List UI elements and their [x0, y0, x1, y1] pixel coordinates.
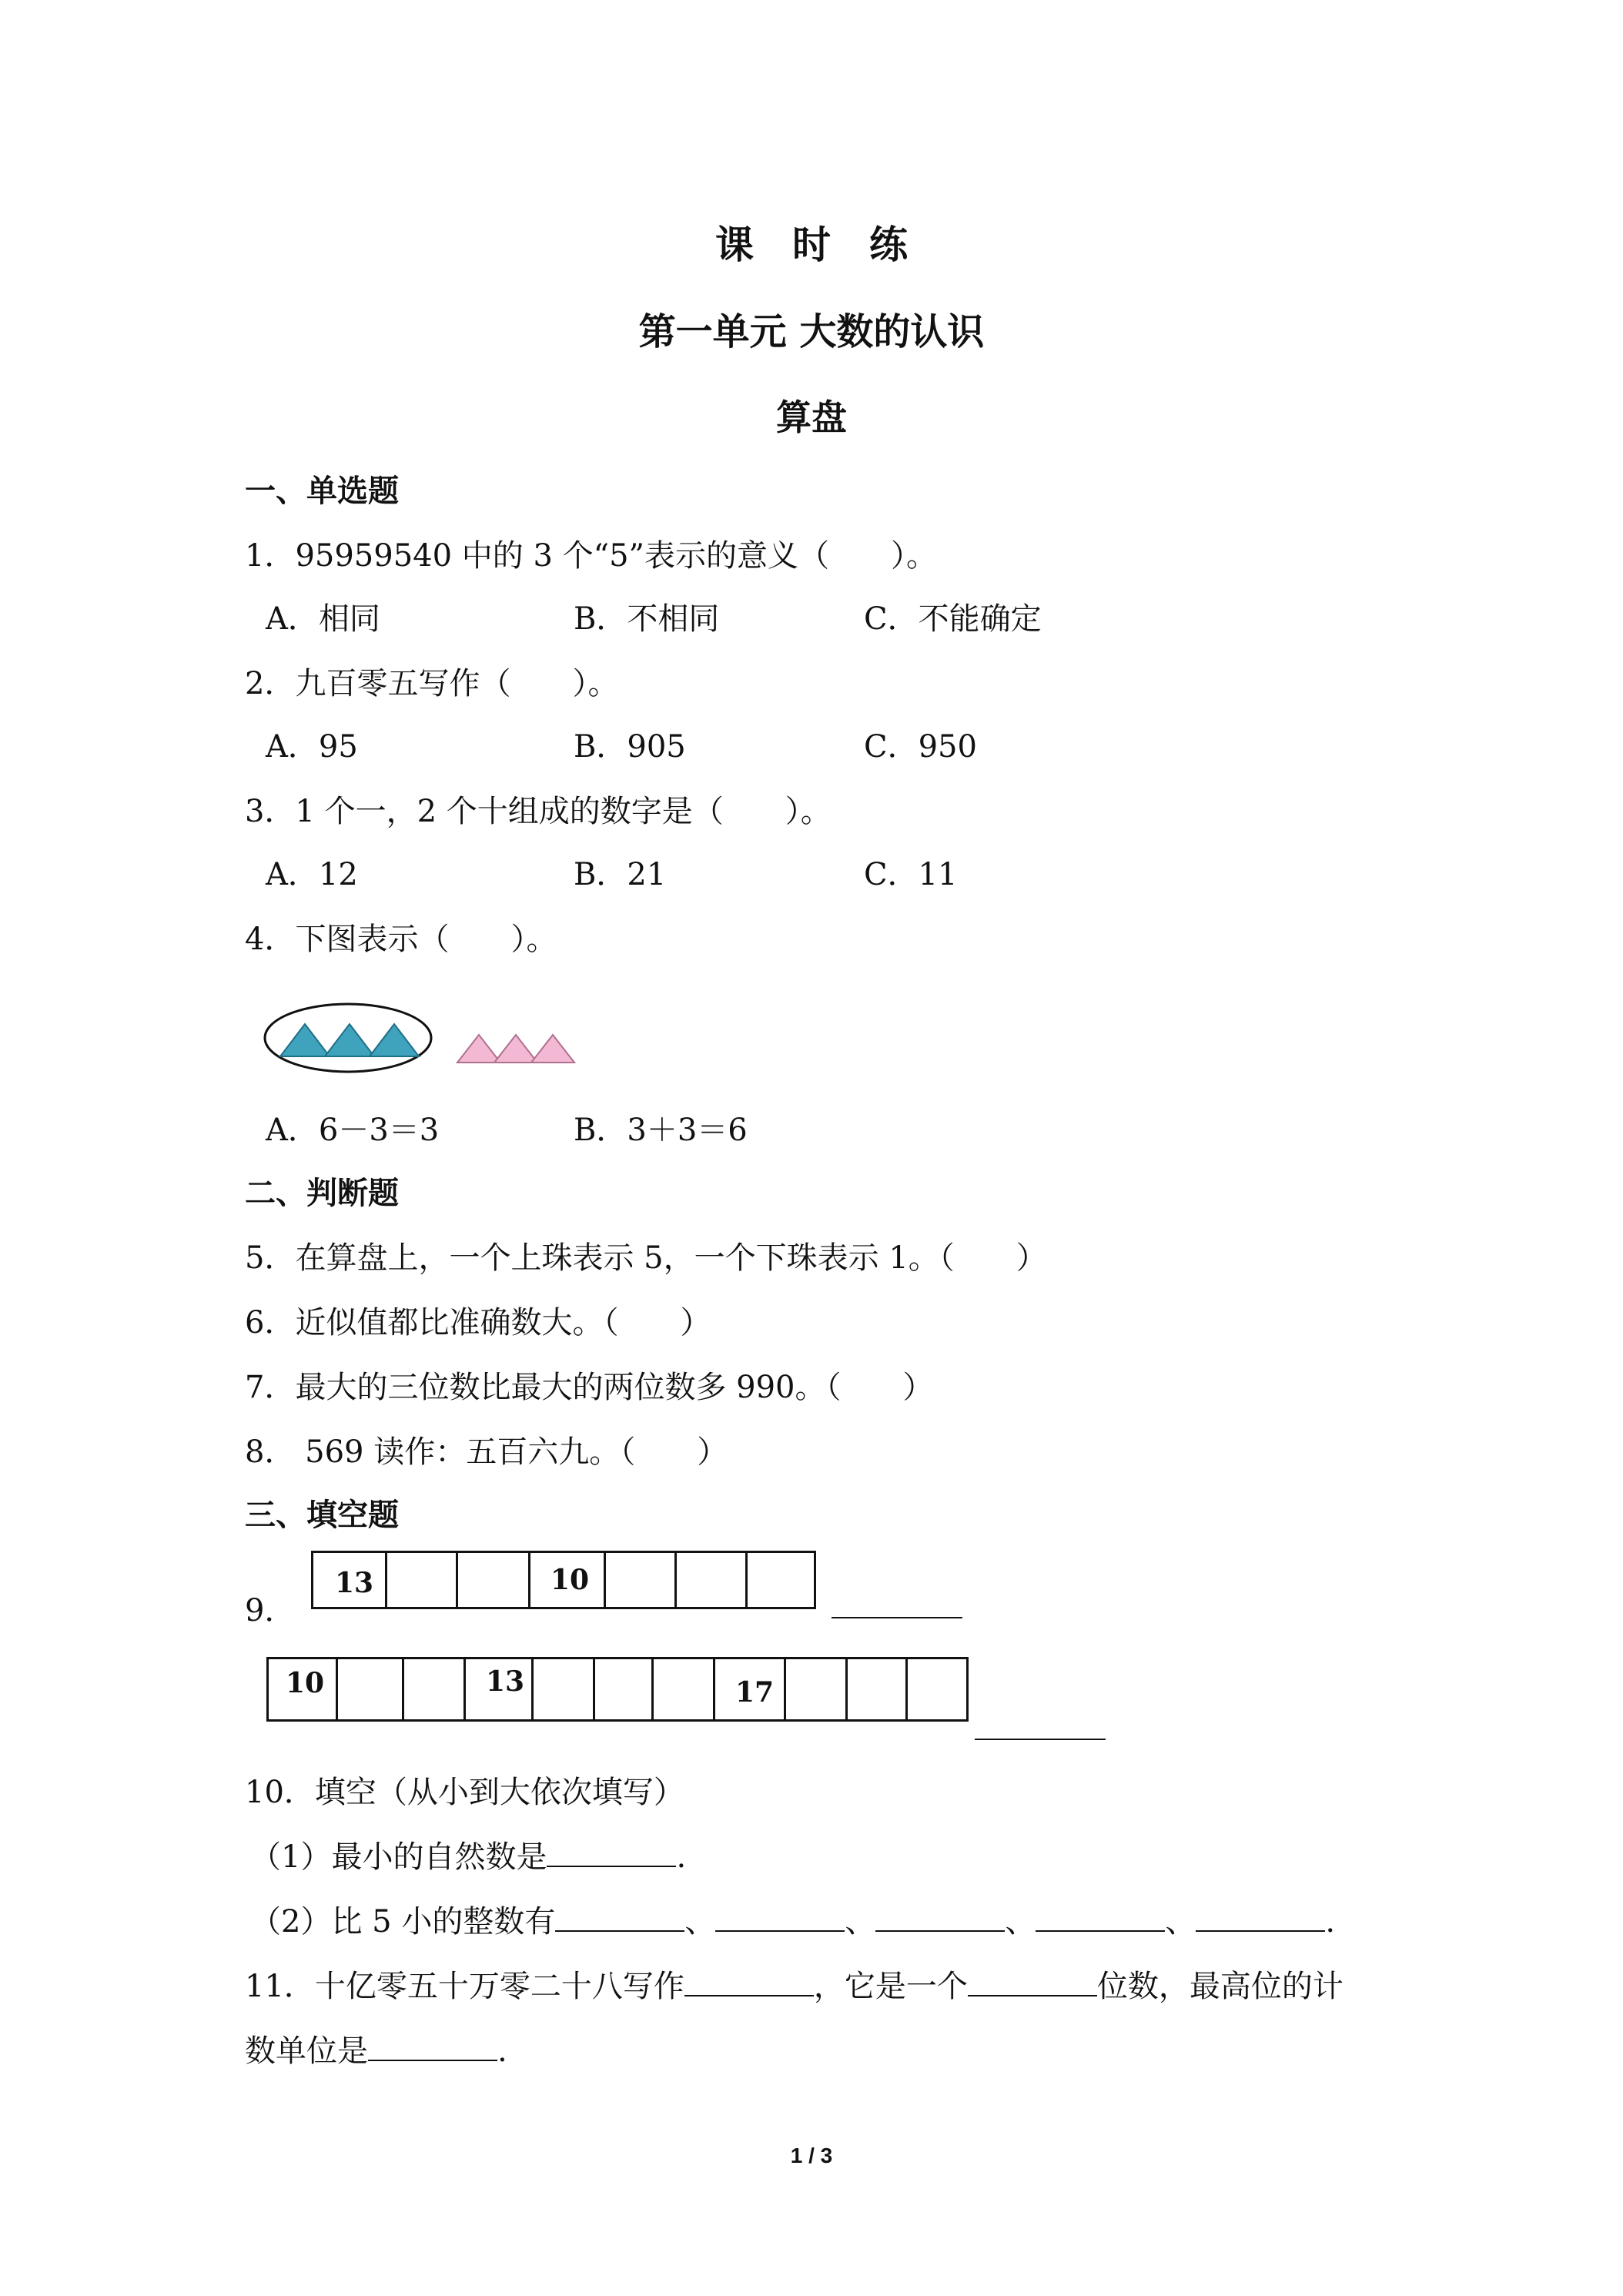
page-number: 1 / 3: [790, 2144, 833, 2167]
lesson-title: 算盘: [776, 397, 847, 438]
sequence-cell[interactable]: [336, 1657, 402, 1722]
question-3-option-c: C．11: [864, 857, 958, 892]
question-4-stem: 4．下图表示（ ）。: [245, 922, 557, 957]
answer-blank-row-1[interactable]: [832, 1617, 962, 1618]
question-2-option-c: C．950: [864, 729, 977, 765]
sequence-cell[interactable]: [651, 1657, 713, 1722]
period: .: [1325, 1904, 1336, 1940]
answer-blank[interactable]: [875, 1899, 1005, 1932]
page-title: 课 时 练: [715, 222, 908, 267]
unit-title: 第一单元 大数的认识: [638, 310, 985, 353]
question-6: 6．近似值都比准确数大。（ ）: [245, 1305, 711, 1340]
sequence-cell[interactable]: [604, 1551, 674, 1609]
sequence-cell[interactable]: [402, 1657, 463, 1722]
question-11-text-1: 11．十亿零五十万零二十八写作: [245, 1969, 684, 2004]
question-11-line-2: [245, 2027, 507, 2070]
sequence-cell[interactable]: [593, 1657, 651, 1722]
question-2-option-b: B．905: [574, 729, 686, 765]
question-3-option-b: B．21: [574, 857, 667, 892]
pink-triangle-2: [494, 1035, 537, 1063]
sequence-cell[interactable]: [784, 1657, 845, 1722]
question-4-option-a: A．6－3＝3: [266, 1113, 440, 1148]
answer-blank[interactable]: [715, 1899, 845, 1932]
answer-blank[interactable]: [684, 1964, 814, 1996]
period: .: [676, 1839, 687, 1875]
question-11-text-3: 位数，最高位的计: [1096, 1969, 1344, 2004]
section-heading-fill-blank: 三、填空题: [245, 1498, 399, 1533]
sequence-cell: 10: [528, 1551, 604, 1609]
sequence-cell[interactable]: [456, 1551, 528, 1609]
question-2-option-a: A．95: [266, 729, 358, 765]
question-2-stem: 2．九百零五写作（ ）。: [245, 666, 619, 701]
pink-triangle-1: [457, 1035, 500, 1063]
number-sequence-row-1: [311, 1551, 816, 1609]
sequence-cell[interactable]: [385, 1551, 456, 1609]
question-11-line-1: [245, 1962, 1344, 2006]
question-3-stem: 3．1 个一，2 个十组成的数字是（ ）。: [245, 794, 832, 829]
separator: 、: [1165, 1904, 1196, 1940]
question-10-part-1-text: （1）最小的自然数是: [250, 1839, 547, 1875]
question-9-label: 9．: [245, 1593, 296, 1628]
sequence-cell[interactable]: [674, 1551, 745, 1609]
section-heading-true-false: 二、判断题: [245, 1176, 399, 1211]
answer-blank[interactable]: [968, 1964, 1097, 1996]
blue-triangle-3: [370, 1024, 419, 1056]
question-11-text-4: 数单位是: [245, 2033, 368, 2069]
separator: 、: [684, 1904, 716, 1940]
sequence-cell[interactable]: [531, 1657, 593, 1722]
sequence-cell[interactable]: [845, 1657, 905, 1722]
period: .: [497, 2033, 507, 2069]
sequence-cell[interactable]: [745, 1551, 816, 1609]
answer-blank[interactable]: [547, 1835, 676, 1867]
question-10-part-2: [250, 1897, 1335, 1941]
question-1-option-a: A．相同: [266, 601, 380, 637]
answer-blank[interactable]: [1036, 1899, 1165, 1932]
question-5: 5．在算盘上，一个上珠表示 5，一个下珠表示 1。（ ）: [245, 1240, 1047, 1276]
separator: 、: [845, 1904, 876, 1940]
sequence-cell: 13: [463, 1657, 531, 1722]
pink-triangle-3: [531, 1035, 574, 1063]
question-10-part-1: [250, 1832, 686, 1876]
sequence-cell[interactable]: [905, 1657, 969, 1722]
blue-triangle-1: [280, 1024, 330, 1056]
question-1-option-b: B．不相同: [574, 601, 720, 637]
answer-blank[interactable]: [555, 1899, 684, 1932]
question-10-stem: 10．填空（从小到大依次填写）: [245, 1775, 684, 1810]
section-heading-single-choice: 一、单选题: [245, 474, 399, 509]
triangle-figure: [262, 993, 616, 1086]
answer-blank[interactable]: [368, 2029, 497, 2061]
sequence-cell: 10: [266, 1657, 336, 1722]
question-3-option-a: A．12: [266, 857, 358, 892]
question-4-option-b: B．3＋3＝6: [574, 1113, 748, 1148]
question-1-option-c: C．不能确定: [864, 601, 1042, 637]
number-sequence-row-2: [266, 1657, 969, 1722]
question-11-text-2: ，它是一个: [813, 1969, 968, 2004]
separator: 、: [1005, 1904, 1036, 1940]
sequence-cell: 17: [713, 1657, 784, 1722]
sequence-cell: 13: [311, 1551, 385, 1609]
question-1-stem: 1．95959540 中的 3 个“5”表示的意义（ ）。: [245, 538, 937, 574]
question-10-part-2-text: （2）比 5 小的整数有: [250, 1904, 556, 1940]
blue-triangle-2: [325, 1024, 374, 1056]
question-7: 7．最大的三位数比最大的两位数多 990。（ ）: [245, 1370, 934, 1405]
question-8: 8． 569 读作：五百六九。（ ）: [245, 1434, 728, 1470]
answer-blank-row-2[interactable]: [975, 1739, 1106, 1740]
answer-blank[interactable]: [1196, 1899, 1325, 1932]
